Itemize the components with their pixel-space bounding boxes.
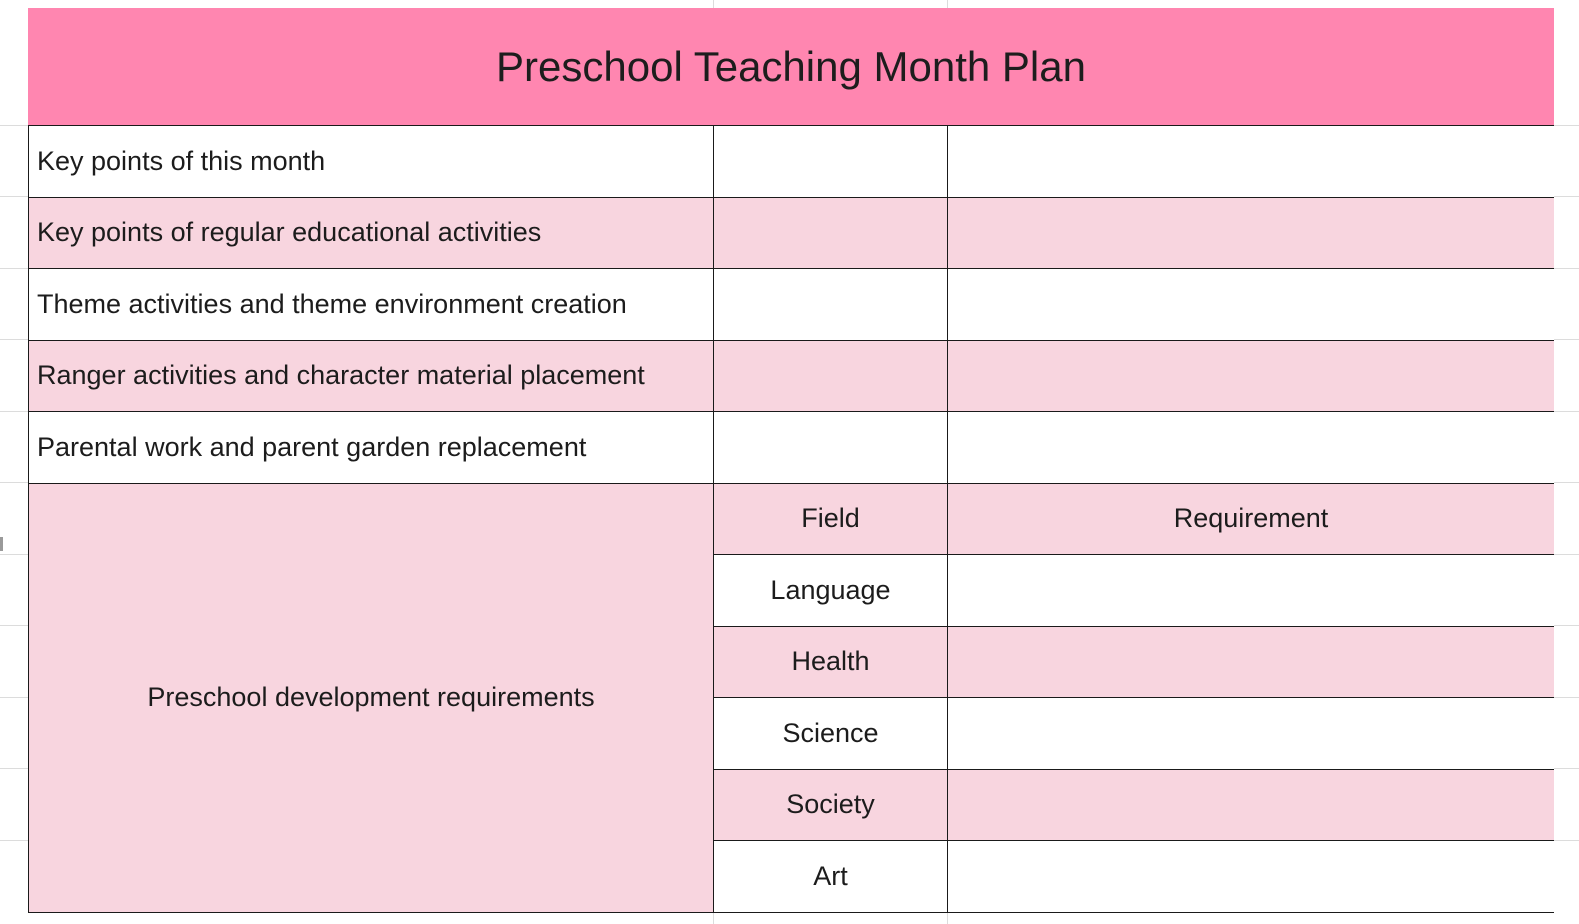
requirement-cell[interactable] [947,697,1554,769]
requirement-header[interactable]: Requirement [947,483,1554,555]
row-resize-handle[interactable] [0,537,3,551]
requirement-cell[interactable] [947,626,1554,698]
table-cell[interactable] [947,411,1554,483]
table-cell[interactable] [713,268,947,340]
requirement-cell[interactable] [947,554,1554,626]
requirement-cell[interactable] [947,840,1554,912]
field-language[interactable]: Language [713,554,947,626]
row-label-regular-activities[interactable]: Key points of regular educational activities [28,197,713,269]
row-label-ranger-activities[interactable]: Ranger activities and character material placement [28,340,713,412]
table-cell[interactable] [713,197,947,269]
table-title[interactable]: Preschool Teaching Month Plan [28,8,1554,125]
field-health[interactable]: Health [713,626,947,698]
table-cell[interactable] [713,340,947,412]
table-cell[interactable] [947,197,1554,269]
table-cell[interactable] [713,411,947,483]
development-requirements-label[interactable]: Preschool development requirements [28,483,713,912]
row-label-key-points-month[interactable]: Key points of this month [28,125,713,197]
requirement-cell[interactable] [947,769,1554,841]
month-plan-table [28,8,1554,913]
table-cell[interactable] [713,125,947,197]
field-society[interactable]: Society [713,769,947,841]
table-cell[interactable] [947,340,1554,412]
field-art[interactable]: Art [713,840,947,912]
field-header[interactable]: Field [713,483,947,555]
row-label-parental-work[interactable]: Parental work and parent garden replacement [28,411,713,483]
table-cell[interactable] [947,125,1554,197]
table-cell[interactable] [947,268,1554,340]
row-label-theme-activities[interactable]: Theme activities and theme environment creation [28,268,713,340]
field-science[interactable]: Science [713,697,947,769]
